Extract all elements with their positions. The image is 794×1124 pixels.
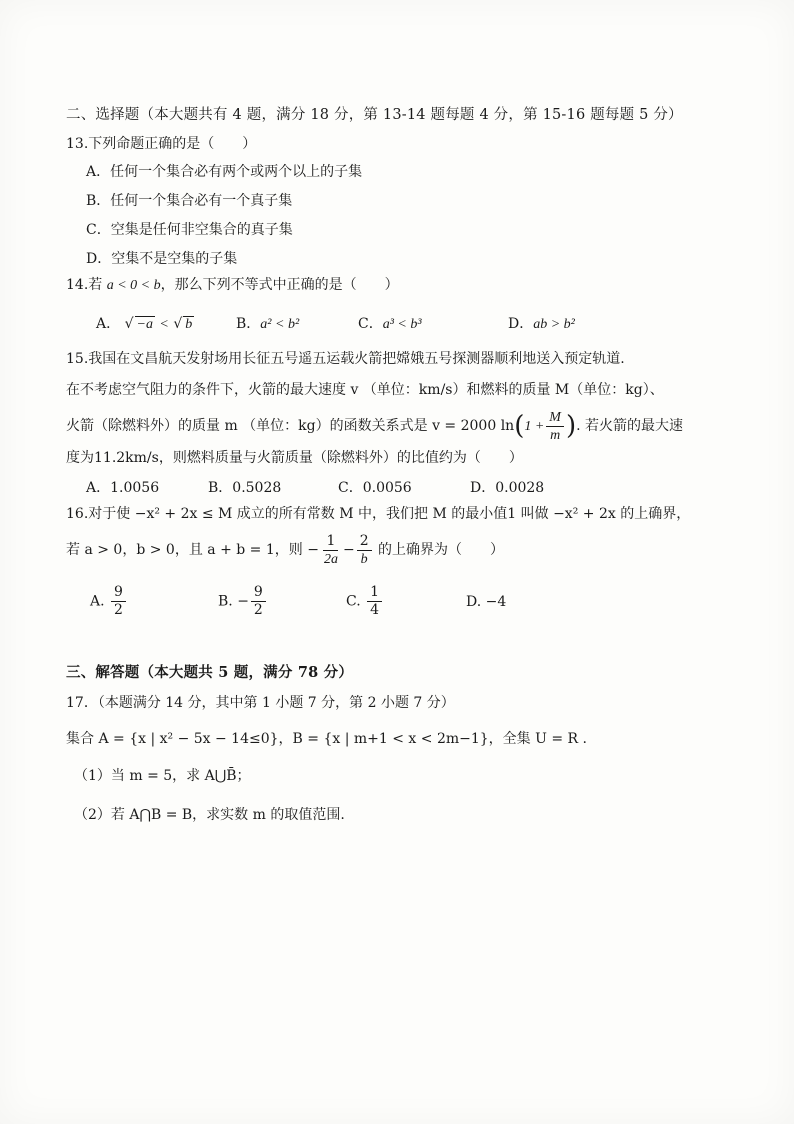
- q16-option-b-numerator: 9: [251, 584, 266, 602]
- q14-option-b-label: B．: [236, 316, 261, 332]
- q15-formula-one: 1 +: [524, 419, 545, 434]
- q17-header: 17．（本题满分 14 分，其中第 1 小题 7 分，第 2 小题 7 分）: [66, 695, 455, 711]
- q14-option-c-label: C．: [358, 316, 383, 332]
- q13-option-d: D．空集不是空集的子集: [86, 251, 238, 267]
- q13-stem: 13.下列命题正确的是（ ）: [66, 136, 257, 152]
- q14-condition: a < 0 < b: [106, 278, 161, 293]
- q14-option-d-label: D．: [508, 316, 534, 332]
- q16-option-a-fraction: [111, 584, 126, 619]
- q16-fraction-2-denominator: b: [360, 551, 368, 567]
- q16-option-a: [90, 584, 128, 619]
- q15-option-b: B．0.5028: [208, 480, 282, 496]
- q16-line-1: 16.对于使 −x² + 2x ≤ M 成立的所有常数 M 中，我们把 M 的最小值1 叫做 −x² + 2x 的上确界，: [66, 506, 691, 522]
- q15-line-3: [66, 408, 683, 444]
- q15-line-3-suffix: . 若火箭的最大速: [576, 418, 684, 434]
- q17-sets: 集合 A = {x | x² − 5x − 14≤0}，B = {x | m+1 < x < 2m−1}，全集 U = R .: [66, 731, 588, 747]
- q16-option-c-label: C.: [346, 593, 361, 610]
- q14-option-c-expr: a³ < b³: [382, 317, 422, 332]
- section-3-heading: 三、解答题（本大题共 5 题，满分 78 分）: [66, 664, 354, 681]
- q14-option-d-expr: ab > b²: [533, 317, 575, 332]
- q13-option-c: C．空集是任何非空集合的真子集: [86, 222, 293, 238]
- q15-formula-numerator: M: [546, 409, 564, 427]
- q16-option-b: [218, 584, 268, 619]
- q16-option-a-numerator: 9: [111, 584, 126, 602]
- q14-suffix: ，那么下列不等式中正确的是（ ）: [160, 277, 399, 293]
- q17-part-2: （2）若 A⋂B = B，求实数 m 的取值范围.: [74, 807, 345, 823]
- q16-line-2: [66, 532, 504, 568]
- sqrt-icon: √: [173, 316, 183, 332]
- q16-fraction-1-denominator: 2a: [323, 551, 338, 567]
- q16-option-c-fraction: [367, 584, 382, 619]
- section-2-heading: 二、选择题（本大题共有 4 题，满分 18 分，第 13-14 题每题 4 分，第 15-16 题每题 5 分）: [66, 107, 683, 123]
- q16-option-b-fraction: [251, 584, 266, 619]
- q16-fraction-1: [321, 533, 341, 568]
- q14-option-a-label: A．: [96, 316, 121, 332]
- q15-line-1: 15.我国在文昌航天发射场用长征五号遥五运载火箭把嫦娥五号探测器顺利地送入预定轨道.: [66, 351, 625, 367]
- q13-option-a: A．任何一个集合必有两个或两个以上的子集: [86, 164, 363, 180]
- less-than-sign: <: [159, 317, 169, 332]
- q14-option-c: [358, 313, 422, 333]
- q14-option-b-expr: a² < b²: [260, 317, 300, 332]
- q14-option-a-radicand-left: −a: [136, 317, 153, 332]
- q16-line-2-suffix: 的上确界为（ ）: [373, 542, 505, 558]
- q16-fraction-2-numerator: 2: [357, 533, 372, 551]
- q13-option-b: B．任何一个集合必有一个真子集: [86, 193, 293, 209]
- q15-formula-fraction: [546, 409, 564, 444]
- q15-option-d: D．0.0028: [470, 480, 545, 496]
- q15-formula-denominator: m: [550, 427, 561, 443]
- q15-line-4: 度为11.2km/s，则燃料质量与火箭质量（除燃料外）的比值约为（ ）: [66, 450, 523, 466]
- q16-option-c-denominator: 4: [370, 602, 380, 618]
- q14-option-b: [236, 313, 299, 333]
- q15-line-2: 在不考虑空气阻力的条件下，火箭的最大速度 v （单位：km/s）和燃料的质量 M（单位：kg）、: [66, 382, 664, 398]
- q16-minus-sign: −: [342, 542, 355, 558]
- q16-fraction-1-numerator: 1: [323, 533, 338, 551]
- q15-line-3-prefix: 火箭（除燃料外）的质量 m （单位：kg）的函数关系式是 v = 2000 ln: [66, 418, 515, 434]
- q16-option-a-denominator: 2: [114, 602, 123, 618]
- q16-option-a-label: A.: [90, 593, 105, 610]
- q16-line-2-prefix: 若 a > 0，b > 0，且 a + b = 1，则 −: [66, 542, 319, 558]
- q15-option-c: C．0.0056: [338, 480, 412, 496]
- q16-option-c: [346, 584, 384, 619]
- q14-option-a: [96, 313, 194, 333]
- q15-option-a: A．1.0056: [86, 480, 160, 496]
- q14-option-d: [508, 313, 575, 333]
- left-paren-icon: (: [514, 411, 525, 441]
- q16-fraction-2: [357, 533, 372, 568]
- q16-option-d: D. −4: [466, 594, 507, 610]
- q16-option-c-numerator: 1: [367, 584, 382, 602]
- q14-stem: [66, 276, 399, 295]
- q17-part-1: （1）当 m = 5，求 A⋃B̄；: [74, 768, 251, 784]
- sqrt-icon: √: [124, 316, 134, 332]
- q14-prefix: 14.若: [66, 277, 107, 293]
- q14-option-a-radicand-right: b: [185, 317, 193, 332]
- q16-option-b-label: B. −: [218, 593, 249, 610]
- q16-option-b-denominator: 2: [253, 602, 263, 618]
- right-paren-icon: ): [565, 411, 577, 441]
